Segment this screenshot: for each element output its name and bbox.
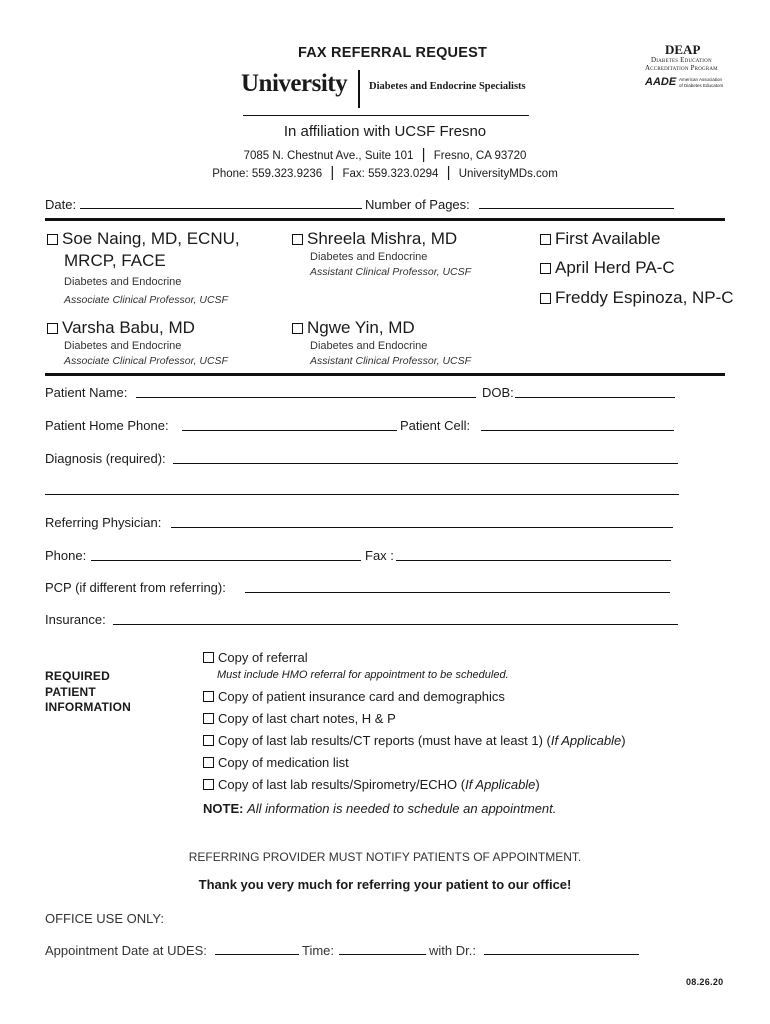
provider-label: Freddy Espinoza, NP-C bbox=[555, 288, 734, 307]
doctor-name: Shreela Mishra, MD bbox=[307, 229, 458, 248]
note-label: NOTE: bbox=[203, 801, 244, 816]
dob-label: DOB: bbox=[482, 385, 514, 400]
deap-logo bbox=[645, 42, 735, 94]
cell-label: Patient Cell: bbox=[400, 418, 471, 433]
checkbox[interactable] bbox=[203, 779, 214, 790]
checkbox[interactable] bbox=[540, 263, 551, 274]
office-fax: Fax: 559.323.0294 bbox=[342, 168, 439, 180]
checkbox[interactable] bbox=[203, 691, 214, 702]
provider-freddy-espinoza[interactable] bbox=[540, 287, 734, 309]
insurance-field[interactable] bbox=[113, 624, 678, 625]
deap-line2: Accreditation Program bbox=[645, 64, 718, 72]
diagnosis-label: Diagnosis (required): bbox=[45, 451, 166, 466]
form-title: FAX REFERRAL REQUEST bbox=[298, 45, 488, 61]
separator: | bbox=[446, 164, 451, 181]
date-field[interactable] bbox=[80, 208, 362, 209]
doctor-title: Assistant Clinical Professor, UCSF bbox=[310, 355, 472, 367]
appointment-date-label: Appointment Date at UDES: bbox=[45, 943, 207, 958]
req-item-spirometry-echo[interactable] bbox=[203, 774, 626, 796]
dob-field[interactable] bbox=[515, 397, 675, 398]
req-label-end: ) bbox=[535, 777, 540, 792]
req-label: Copy of referral bbox=[218, 650, 308, 665]
doctor-name: Ngwe Yin, MD bbox=[307, 318, 415, 337]
separator: | bbox=[421, 146, 426, 163]
doctor-name: Varsha Babu, MD bbox=[62, 318, 195, 337]
insurance-label: Insurance: bbox=[45, 612, 106, 627]
home-phone-label: Patient Home Phone: bbox=[45, 418, 169, 433]
deap-title: DEAP bbox=[665, 42, 701, 57]
notify-statement: REFERRING PROVIDER MUST NOTIFY PATIENTS OF APPOINTMENT. bbox=[188, 850, 582, 864]
doctor-option-babu[interactable] bbox=[47, 317, 228, 369]
header-underline bbox=[243, 115, 529, 116]
phone-label: Phone: bbox=[45, 548, 87, 563]
logo-sub: Diabetes and Endocrine Specialists bbox=[369, 81, 526, 92]
time-field[interactable] bbox=[339, 954, 426, 955]
appointment-date-field[interactable] bbox=[215, 954, 299, 955]
req-label: Copy of medication list bbox=[218, 755, 349, 770]
affiliation: In affiliation with UCSF Fresno bbox=[283, 123, 487, 140]
patient-name-field[interactable] bbox=[136, 397, 476, 398]
provider-april-herd[interactable] bbox=[540, 257, 675, 279]
provider-label: April Herd PA-C bbox=[555, 258, 675, 277]
req-label: Copy of last lab results/CT reports (must have at least 1) ( bbox=[218, 733, 551, 748]
with-dr-label: with Dr.: bbox=[429, 943, 476, 958]
pcp-label: PCP (if different from referring): bbox=[45, 580, 226, 595]
aade-logo: AADE bbox=[645, 76, 677, 88]
phone-field[interactable] bbox=[91, 560, 361, 561]
checkbox[interactable] bbox=[47, 234, 58, 245]
req-item-chart-notes[interactable] bbox=[203, 708, 626, 730]
required-heading-line3: INFORMATION bbox=[45, 700, 131, 714]
checkbox[interactable] bbox=[203, 713, 214, 724]
req-item-referral[interactable] bbox=[203, 647, 626, 669]
home-phone-field[interactable] bbox=[182, 430, 397, 431]
doctor-title: Associate Clinical Professor, UCSF bbox=[64, 294, 228, 306]
fax-label: Fax : bbox=[365, 548, 394, 563]
req-label: Copy of last lab results/Spirometry/ECHO ( bbox=[218, 777, 466, 792]
logo-divider bbox=[358, 70, 360, 108]
address-line bbox=[0, 146, 770, 163]
deap-line1: Diabetes Education bbox=[651, 56, 712, 64]
diagnosis-field-line2[interactable] bbox=[45, 494, 679, 495]
req-item-medication-list[interactable] bbox=[203, 752, 626, 774]
form-version: 08.26.20 bbox=[686, 977, 724, 987]
section-rule bbox=[45, 218, 725, 221]
university-logo bbox=[241, 68, 541, 112]
time-label: Time: bbox=[302, 943, 335, 958]
aade-sub2: of Diabetes Educators bbox=[679, 83, 724, 88]
req-item-lab-ct[interactable] bbox=[203, 730, 626, 752]
checkbox[interactable] bbox=[540, 293, 551, 304]
req-item-referral-note: Must include HMO referral for appointment to be scheduled. bbox=[217, 669, 509, 681]
checkbox[interactable] bbox=[292, 234, 303, 245]
doctor-specialty: Diabetes and Endocrine bbox=[310, 340, 428, 352]
pages-label: Number of Pages: bbox=[365, 197, 470, 212]
note-text: All information is needed to schedule an appointment. bbox=[247, 801, 557, 816]
req-label-end: ) bbox=[621, 733, 626, 748]
separator: | bbox=[330, 164, 335, 181]
required-heading bbox=[45, 669, 131, 716]
checkbox[interactable] bbox=[292, 323, 303, 334]
required-checklist bbox=[203, 647, 626, 816]
req-label: Copy of last chart notes, H & P bbox=[218, 711, 396, 726]
checkbox[interactable] bbox=[47, 323, 58, 334]
doctor-specialty: Diabetes and Endocrine bbox=[64, 340, 182, 352]
date-label: Date: bbox=[45, 197, 77, 212]
checkbox[interactable] bbox=[540, 234, 551, 245]
referring-physician-field[interactable] bbox=[171, 527, 673, 528]
logo-word: University bbox=[241, 70, 348, 97]
contact-line bbox=[0, 164, 770, 181]
city-address: Fresno, CA 93720 bbox=[433, 150, 527, 162]
provider-first-available[interactable] bbox=[540, 228, 661, 250]
cell-field[interactable] bbox=[481, 430, 674, 431]
provider-label: First Available bbox=[555, 229, 661, 248]
doctor-title: Assistant Clinical Professor, UCSF bbox=[310, 266, 472, 278]
doctor-option-yin[interactable] bbox=[292, 317, 471, 369]
checkbox[interactable] bbox=[203, 757, 214, 768]
street-address: 7085 N. Chestnut Ave., Suite 101 bbox=[243, 150, 414, 162]
req-label-em: If Applicable bbox=[550, 733, 622, 748]
website: UniversityMDs.com bbox=[458, 168, 558, 180]
req-label-em: If Applicable bbox=[465, 777, 536, 792]
req-item-insurance-card[interactable] bbox=[203, 686, 626, 708]
with-dr-field[interactable] bbox=[484, 954, 639, 955]
aade-sub1: American Association bbox=[679, 77, 723, 82]
fax-field[interactable] bbox=[396, 560, 671, 561]
req-label: Copy of patient insurance card and demographics bbox=[218, 689, 505, 704]
diagnosis-field[interactable] bbox=[173, 463, 678, 464]
doctor-name: Soe Naing, MD, ECNU, bbox=[62, 229, 240, 248]
pages-field[interactable] bbox=[479, 208, 674, 209]
section-rule bbox=[45, 373, 725, 376]
doctor-specialty: Diabetes and Endocrine bbox=[64, 276, 182, 288]
patient-name-label: Patient Name: bbox=[45, 385, 128, 400]
checkbox[interactable] bbox=[203, 652, 214, 663]
doctor-title: Associate Clinical Professor, UCSF bbox=[64, 355, 228, 367]
thank-you-statement: Thank you very much for referring your patient to our office! bbox=[198, 877, 572, 892]
required-note bbox=[203, 801, 626, 816]
doctor-name-cont: MRCP, FACE bbox=[64, 251, 166, 270]
checkbox[interactable] bbox=[203, 735, 214, 746]
pcp-field[interactable] bbox=[245, 592, 670, 593]
doctor-option-mishra[interactable] bbox=[292, 228, 471, 280]
referring-physician-label: Referring Physician: bbox=[45, 515, 162, 530]
office-use-heading: OFFICE USE ONLY: bbox=[45, 911, 164, 926]
office-phone: Phone: 559.323.9236 bbox=[212, 168, 323, 180]
required-heading-line2: PATIENT bbox=[45, 684, 96, 699]
doctor-specialty: Diabetes and Endocrine bbox=[310, 251, 428, 263]
required-heading-line1: REQUIRED bbox=[45, 669, 110, 683]
doctor-option-naing[interactable] bbox=[47, 228, 240, 308]
